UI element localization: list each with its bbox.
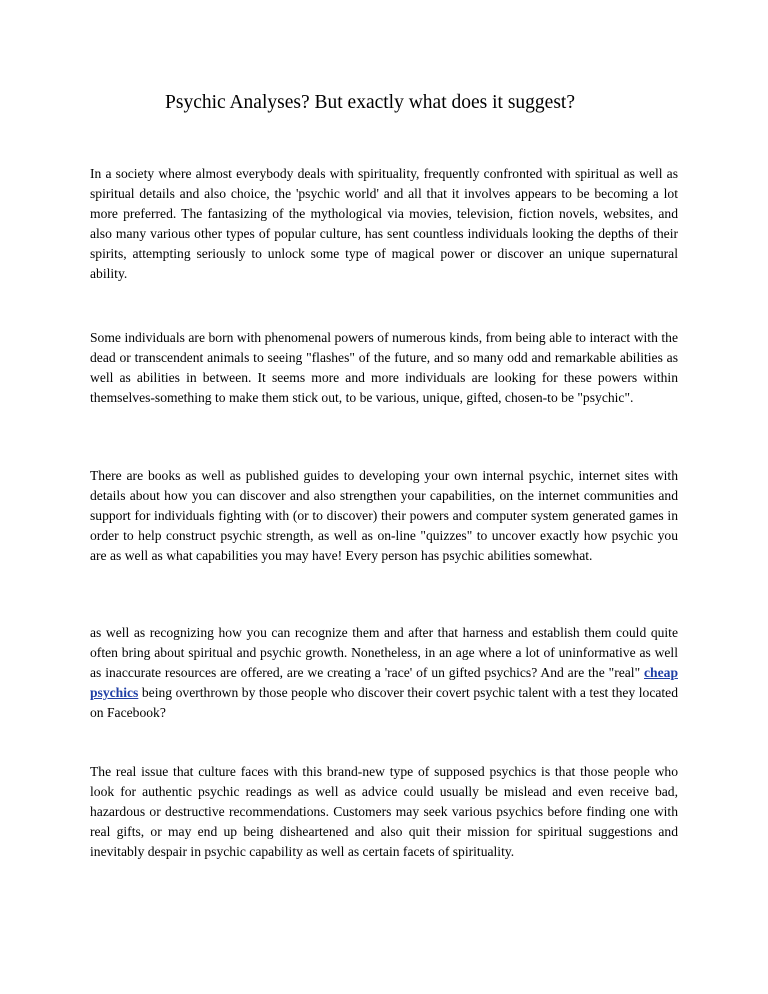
paragraph-4-text-after-link: being overthrown by those people who discover their covert psychic talent with a test they located on Facebook? bbox=[90, 684, 678, 720]
page-title-text: Psychic Analyses? But exactly what does it suggest? bbox=[165, 92, 575, 113]
paragraph-5: The real issue that culture faces with this brand-new type of supposed psychics is that those people who look for authentic psychic readings as well as advice could usually be mislead and even receive bad, hazardous or destructive recommendations. Customers may seek various psychics before finding one with real gifts, or may end up being disheartened and also quit their mission for spiritual suggestions and inevitably despair in psychic capability as well as certain facets of spirituality. bbox=[90, 764, 678, 859]
paragraph-3: There are books as well as published guides to developing your own internal psychic, internet sites with details about how you can discover and also strengthen your capabilities, on the internet communities and support for individuals fighting with (or to discover) their powers and computer system generated games in order to help construct psychic strength, as well as on-line "quizzes" to uncover exactly how psychic you are as well as what capabilities you may have! Every person has psychic abilities somewhat. bbox=[90, 468, 678, 563]
page-title bbox=[0, 90, 768, 116]
paragraph-4-text-before-link: as well as recognizing how you can recognize them and after that harness and establish them could quite often bring about spiritual and psychic growth. Nonetheless, in an age where a lot of uninformative as well as inaccurate resources are offered, are we creating a 'race' of un gifted psychics? And are the "real" bbox=[90, 625, 678, 680]
cheap-psychics-link[interactable]: cheap psychics bbox=[90, 664, 678, 700]
paragraph-4 bbox=[90, 623, 678, 723]
paragraph-2: Some individuals are born with phenomenal powers of numerous kinds, from being able to interact with the dead or transcendent animals to seeing "flashes" of the future, and so many odd and remarkable abilities as well as abilities in between. It seems more and more individuals are looking for these powers within themselves-something to make them stick out, to be various, unique, gifted, chosen-to be "psychic". bbox=[90, 330, 678, 405]
paragraph-1: In a society where almost everybody deals with spirituality, frequently confronted with spiritual as well as spiritual details and also choice, the 'psychic world' and all that it involves appears to be becoming a lot more preferred. The fantasizing of the mythological via movies, television, fiction novels, websites, and also many various other types of popular culture, has sent countless individuals looking the depths of their spirits, attempting seriously to unlock some type of magical power or discover an unique supernatural ability. bbox=[90, 166, 678, 281]
